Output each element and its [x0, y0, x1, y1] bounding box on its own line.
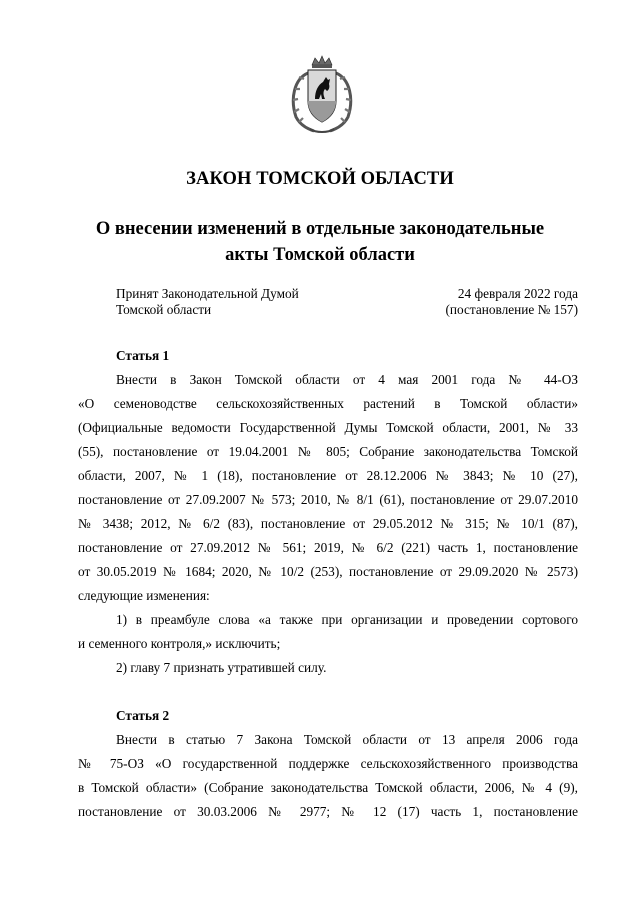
law-subtitle	[60, 216, 580, 268]
adopted-by-line: Томской области	[116, 302, 212, 317]
law-title: ЗАКОН ТОМСКОЙ ОБЛАСТИ	[186, 169, 454, 189]
article-heading: Статья 2	[116, 708, 170, 723]
text-line: Внести в статью 7 Закона Томской области от 13 апреля 2006 года	[116, 732, 578, 747]
text-line: Внести в Закон Томской области от 4 мая 2001 года № 44-ОЗ	[116, 372, 578, 387]
text-line: (55), постановление от 19.04.2001 № 805; Собрание законодательства Томской	[78, 444, 578, 459]
text-line: 2) главу 7 признать утратившей силу.	[116, 660, 327, 675]
adopted-by-line: Принят Законодательной Думой	[116, 286, 299, 301]
article-1	[78, 344, 578, 680]
resolution-number: (постановление № 157)	[445, 302, 578, 317]
text-line: № 75-ОЗ «О государственной поддержке сельскохозяйственного производства	[78, 756, 578, 771]
text-line: области, 2007, № 1 (18), постановление от 28.12.2006 № 3843; № 10 (27),	[78, 468, 578, 483]
text-line: в Томской области» (Собрание законодательства Томской области, 2006, № 4 (9),	[78, 780, 578, 795]
text-line: постановление от 27.09.2007 № 573; 2010, № 8/1 (61), постановление от 29.07.2010	[78, 492, 578, 507]
article-heading: Статья 1	[116, 348, 170, 363]
subtitle-line: акты Томской области	[225, 245, 415, 265]
adoption-date-block	[445, 286, 578, 318]
adopted-by	[116, 286, 299, 318]
text-line: следующие изменения:	[78, 588, 210, 603]
adoption-date: 24 февраля 2022 года	[457, 286, 578, 301]
text-line: постановление от 27.09.2012 № 561; 2019, № 6/2 (221) часть 1, постановление	[78, 540, 578, 555]
tomsk-coat-of-arms-emblem	[286, 55, 358, 137]
text-line: и семенного контроля,» исключить;	[78, 636, 281, 651]
article-2	[78, 704, 578, 824]
subtitle-line: О внесении изменений в отдельные законодательные	[95, 219, 545, 239]
text-line: № 3438; 2012, № 6/2 (83), постановление от 29.05.2012 № 315; № 10/1 (87),	[78, 516, 578, 531]
text-line: 1) в преамбуле слова «а также при организации и проведении сортового	[116, 612, 578, 627]
text-line: (Официальные ведомости Государственной Думы Томской области, 2001, № 33	[78, 420, 578, 435]
text-line: «О семеноводстве сельскохозяйственных растений в Томской области»	[78, 396, 578, 411]
text-line: постановление от 30.03.2006 № 2977; № 12 (17) часть 1, постановление	[78, 804, 578, 819]
text-line: от 30.05.2019 № 1684; 2020, № 10/2 (253), постановление от 29.09.2020 № 2573)	[78, 564, 578, 579]
